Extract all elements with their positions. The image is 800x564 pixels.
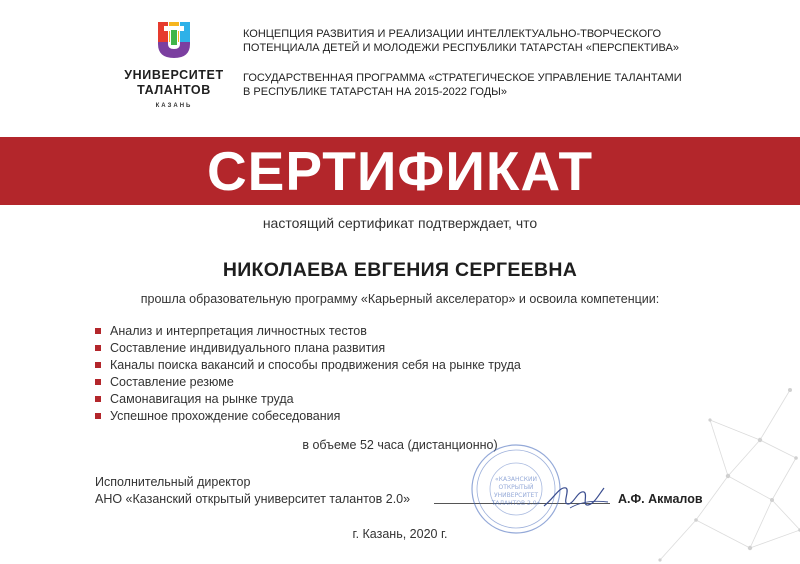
skill-text: Самонавигация на рынке труда (110, 392, 294, 406)
handwritten-signature (540, 478, 612, 514)
skills-list (95, 323, 521, 425)
header-line-3: ГОСУДАРСТВЕННАЯ ПРОГРАММА «СТРАТЕГИЧЕСКОЕ УПРАВЛЕНИЕ ТАЛАНТАМИ (243, 72, 682, 84)
signer-name: А.Ф. Акмалов (618, 492, 703, 506)
header-line-1: КОНЦЕПЦИЯ РАЗВИТИЯ И РЕАЛИЗАЦИИ ИНТЕЛЛЕКТУАЛЬНО-ТВОРЧЕСКОГО (243, 28, 662, 40)
signer-role: Исполнительный директор (95, 475, 251, 489)
logo-line-2: ТАЛАНТОВ (137, 83, 211, 97)
bullet-square-icon (95, 413, 101, 419)
program-text: прошла образовательную программу «Карьерный акселератор» и освоила компетенции: (140, 292, 660, 306)
hours-volume: в объеме 52 часа (дистанционно) (302, 438, 498, 452)
header-line-2: ПОТЕНЦИАЛА ДЕТЕЙ И МОЛОДЕЖИ РЕСПУБЛИКИ ТАТАРСТАН «ПЕРСПЕКТИВА» (243, 41, 679, 54)
bullet-square-icon (95, 362, 101, 368)
skill-text: Анализ и интерпретация личностных тестов (110, 324, 367, 338)
bullet-square-icon (95, 379, 101, 385)
confirm-text: настоящий сертификат подтверждает, что (262, 215, 538, 231)
header-program (243, 72, 683, 99)
list-item (95, 374, 521, 391)
skill-text: Составление резюме (110, 375, 234, 389)
stamp-line-1: «КАЗАНСКИЙ (495, 476, 537, 483)
header-concept (243, 28, 683, 55)
logo-line-1: УНИВЕРСИТЕТ (124, 68, 224, 82)
list-item (95, 391, 521, 408)
skill-text: Составление индивидуального плана развития (110, 341, 386, 355)
bullet-square-icon (95, 328, 101, 334)
header-line-4: В РЕСПУБЛИКЕ ТАТАРСТАН НА 2015-2022 ГОДЫ» (243, 85, 508, 98)
list-item (95, 357, 521, 374)
list-item (95, 408, 521, 425)
list-item (95, 340, 521, 357)
logo-mark-icon (158, 22, 190, 58)
skill-text: Успешное прохождение собеседования (110, 409, 341, 423)
recipient-name: НИКОЛАЕВА ЕВГЕНИЯ СЕРГЕЕВНА (222, 259, 578, 281)
logo-city: КАЗАНЬ (155, 103, 193, 109)
stamp-line-3: УНИВЕРСИТЕТ (494, 492, 538, 499)
bullet-square-icon (95, 396, 101, 402)
university-logo (118, 22, 230, 122)
stamp-line-2: ОТКРЫТЫЙ (498, 484, 534, 491)
stamp-line-4: ТАЛАНТОВ 2.0» (491, 500, 541, 507)
signer-organization: АНО «Казанский открытый университет талантов 2.0» (95, 492, 411, 506)
bullet-square-icon (95, 345, 101, 351)
list-item (95, 323, 521, 340)
place-date: г. Казань, 2020 г. (352, 527, 448, 541)
skill-text: Каналы поиска вакансий и способы продвижения себя на рынке труда (110, 358, 521, 372)
certificate-title: СЕРТИФИКАТ (206, 140, 594, 202)
